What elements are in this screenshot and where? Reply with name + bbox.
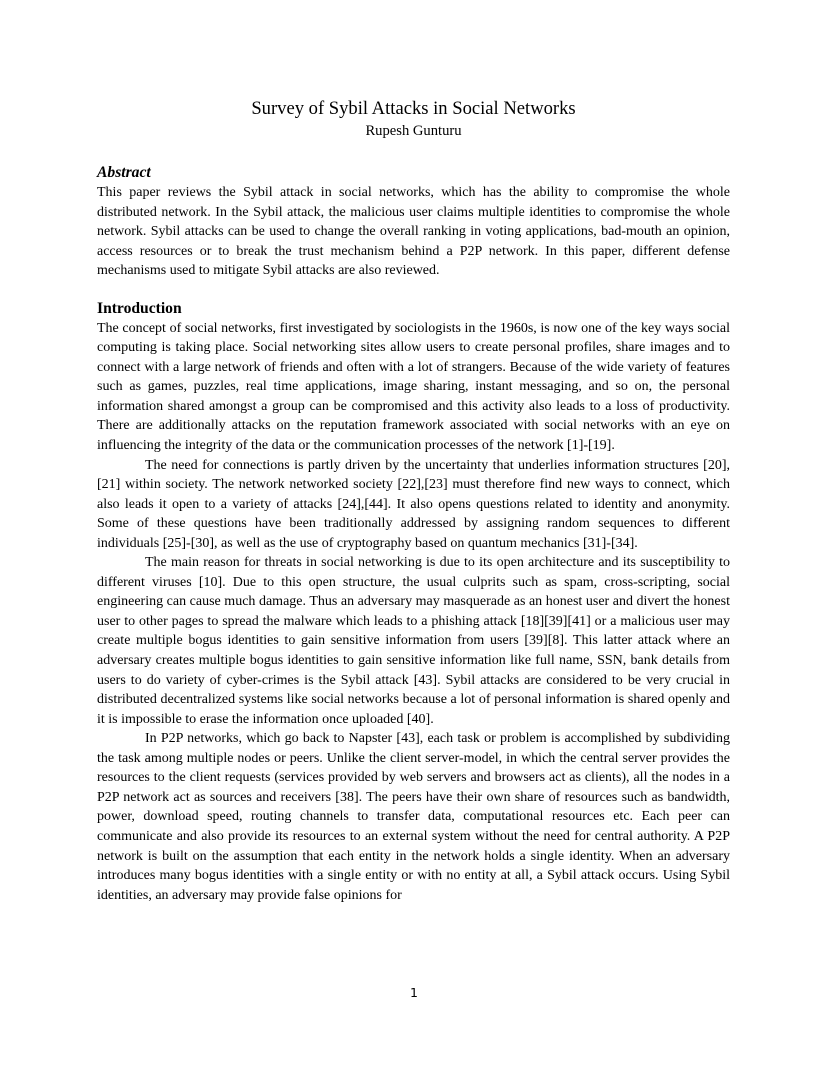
page-number: 1: [410, 985, 418, 1000]
intro-paragraph-2: The need for connections is partly driven by the uncertainty that underlies information structures [20],[21] within society. The network networked society [22],[23] must therefore find new ways to connect, which also leads it open to a variety of attacks [24],[44]. It also opens questions related to identity and anonymity. Some of these questions have been traditionally addressed by assigning random sequences to different individuals [25]-[30], as well as the use of cryptography based on quantum mechanics [31]-[34].: [97, 457, 730, 551]
abstract-text: This paper reviews the Sybil attack in social networks, which has the ability to compromise the whole distributed network. In the Sybil attack, the malicious user claims multiple identities to compromise the whole network. Sybil attacks can be used to change the overall ranking in voting applications, bad-mouth an opinion, access resources or to break the trust mechanism behind a P2P network. In this paper, different defense mechanisms used to mitigate Sybil attacks are also reviewed.: [97, 185, 730, 279]
author-name: Rupesh Gunturu: [365, 123, 462, 139]
paper-title: Survey of Sybil Attacks in Social Networks: [251, 98, 576, 119]
introduction-heading: Introduction: [97, 299, 182, 317]
intro-paragraph-3: The main reason for threats in social networking is due to its open architecture and its susceptibility to different viruses [10]. Due to this open structure, the usual culprits such as spam, cross-scripting, social engineering can cause much damage. Thus an adversary may masquerade as an honest user and divert the honest user to other pages to spread the malware which leads to a phishing attack [18][39][41] or a malicious user may create multiple bogus identities to gain sensitive information from users [39][8]. This latter attack where an adversary creates multiple bogus identities to gain sensitive information like full name, SSN, bank details from users to do variety of cyber-crimes is the Sybil attack [43]. Sybil attacks are considered to be very crucial in distributed decentralized systems like social networks because a lot of personal information is shared openly and it is impossible to erase the information once uploaded [40].: [97, 555, 730, 727]
intro-paragraph-4: In P2P networks, which go back to Napster [43], each task or problem is accomplished by subdividing the task among multiple nodes or peers. Unlike the client server-model, in which the central server provides the resources to the client requests (services provided by web servers and browsers act as clients), all the nodes in a P2P network act as sources and receivers [38]. The peers have their own share of resources such as bandwidth, power, download speed, routing channels to transfer data, computational resources etc. Each peer can communicate and also provide its resources to an external system without the need for central authority. A P2P network is built on the assumption that each entity in the network holds a single identity. When an adversary introduces many bogus identities with a single entity or with no entity at all, a Sybil attack occurs. Using Sybil identities, an adversary may provide false opinions for: [97, 731, 730, 903]
introduction-section: [97, 299, 730, 905]
abstract-section: [97, 163, 730, 281]
intro-paragraph-1: The concept of social networks, first investigated by sociologists in the 1960s, is now one of the key ways social computing is taking place. Social networking sites allow users to create personal profiles, share images and to connect with a large network of friends and often with a lot of strangers. Because of the wide variety of features such as games, puzzles, real time applications, image sharing, instant messaging, and so on, the personal information shared amongst a group can be compromised and this activity also leads to a loss of productivity. There are additionally attacks on the reputation framework associated with social networks with an eye on influencing the integrity of the data or the communication processes of the network [1]-[19].: [97, 320, 730, 454]
abstract-heading: Abstract: [97, 164, 151, 181]
paper-page: [97, 97, 730, 905]
